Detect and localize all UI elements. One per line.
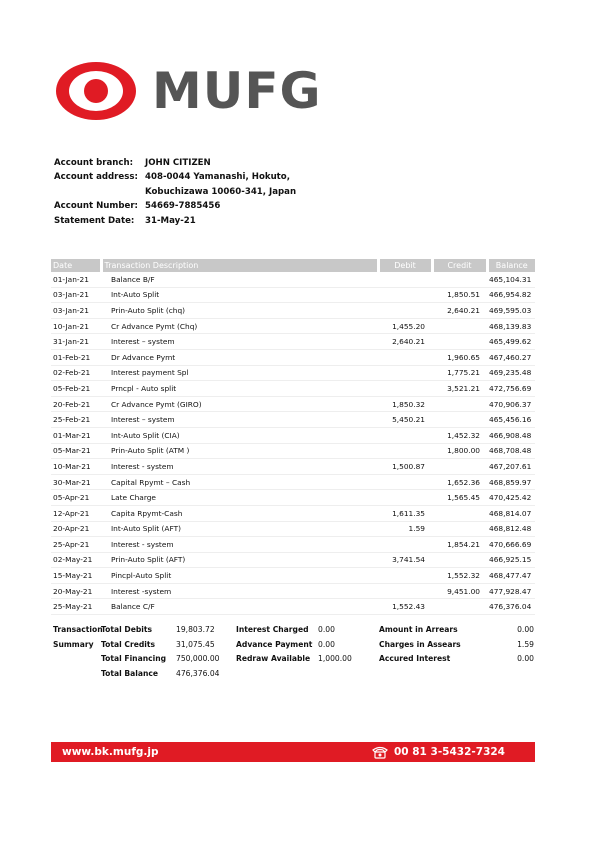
row-description: Interest – system (101, 334, 378, 350)
row-balance: 466,908.48 (487, 427, 535, 443)
row-credit (432, 318, 487, 334)
row-debit (378, 287, 432, 303)
row-date: 01-Mar-21 (51, 427, 101, 443)
row-date: 20-Apr-21 (51, 521, 101, 537)
row-balance: 470,425.42 (487, 490, 535, 506)
row-balance: 468,139.83 (487, 318, 535, 334)
telephone-icon (371, 745, 389, 759)
row-date: 01-Jan-21 (51, 272, 101, 287)
table-row (51, 334, 535, 350)
table-row (51, 537, 535, 553)
row-description: Prin-Auto Split (chq) (101, 303, 378, 319)
table-row (51, 599, 535, 615)
mufg-logo (54, 60, 322, 122)
row-credit: 1,800.00 (432, 443, 487, 459)
brand-name: MUFG (152, 62, 322, 120)
row-debit: 1,850.32 (378, 396, 432, 412)
summary-arrears-values (480, 623, 534, 667)
header-debit: Debit (378, 259, 432, 272)
row-description: Pincpl-Auto Split (101, 568, 378, 584)
summary-title-line2: Summary (53, 639, 94, 649)
summary-totals-values (176, 623, 219, 681)
row-credit: 1,652.36 (432, 474, 487, 490)
row-date: 15-May-21 (51, 568, 101, 584)
total-credits-label: Total Credits (101, 639, 156, 649)
account-address-label: Account address: (54, 172, 138, 183)
summary-title-line1: Transaction (53, 625, 103, 634)
table-row (51, 443, 535, 459)
row-description: Prin-Auto Split (ATM ) (101, 443, 378, 459)
row-date: 10-Jan-21 (51, 318, 101, 334)
row-date: 03-Jan-21 (51, 287, 101, 303)
row-balance: 468,859.97 (487, 474, 535, 490)
total-debits-value: 19,803.72 (176, 625, 215, 634)
row-credit: 2,640.21 (432, 303, 487, 319)
row-balance: 472,756.69 (487, 381, 535, 397)
table-row (51, 427, 535, 443)
row-date: 05-Feb-21 (51, 381, 101, 397)
row-debit (378, 303, 432, 319)
account-number-label: Account Number: (54, 201, 138, 212)
mufg-logo-mark-icon (54, 60, 138, 122)
row-balance: 469,595.03 (487, 303, 535, 319)
row-description: Int-Auto Split (101, 287, 378, 303)
row-date: 05-Mar-21 (51, 443, 101, 459)
row-date: 01-Feb-21 (51, 349, 101, 365)
row-date: 02-May-21 (51, 552, 101, 568)
row-date: 10-Mar-21 (51, 459, 101, 475)
table-row (51, 365, 535, 381)
row-debit (378, 568, 432, 584)
table-row (51, 318, 535, 334)
table-row (51, 459, 535, 475)
row-balance: 468,708.48 (487, 443, 535, 459)
row-description: Balance B/F (101, 272, 378, 287)
row-description: Interest - system (101, 537, 378, 553)
header-credit: Credit (432, 259, 487, 272)
summary-title (53, 623, 103, 652)
row-description: Cr Advance Pymt (GIRO) (101, 396, 378, 412)
account-branch-label: Account branch: (54, 158, 134, 168)
charges-in-assears-label: Charges in Assears (379, 639, 461, 649)
accured-interest-label: Accured Interest (379, 654, 451, 664)
row-credit: 9,451.00 (432, 583, 487, 599)
table-row (51, 272, 535, 287)
row-debit (378, 443, 432, 459)
row-debit: 1,552.43 (378, 599, 432, 615)
row-debit (378, 349, 432, 365)
row-debit: 3,741.54 (378, 552, 432, 568)
row-credit: 1,854.21 (432, 537, 487, 553)
row-credit (432, 459, 487, 475)
row-debit: 1,611.35 (378, 505, 432, 521)
row-balance: 477,928.47 (487, 583, 535, 599)
account-address-line1: 408-0044 Yamanashi, Hokuto, (145, 172, 290, 183)
redraw-available-value: 1,000.00 (318, 654, 352, 664)
row-balance: 465,456.16 (487, 412, 535, 428)
row-balance: 469,235.48 (487, 365, 535, 381)
row-credit (432, 396, 487, 412)
row-balance: 467,207.61 (487, 459, 535, 475)
row-credit (432, 334, 487, 350)
total-debits-label: Total Debits (101, 625, 153, 634)
row-description: Late Charge (101, 490, 378, 506)
row-credit: 1,960.65 (432, 349, 487, 365)
row-debit (378, 583, 432, 599)
table-row (51, 521, 535, 537)
total-credits-value: 31,075.45 (176, 639, 215, 649)
header-balance: Balance (487, 259, 535, 272)
row-balance: 466,954.82 (487, 287, 535, 303)
amount-in-arrears-label: Amount in Arrears (379, 625, 458, 634)
row-date: 30-Mar-21 (51, 474, 101, 490)
row-debit (378, 365, 432, 381)
table-row (51, 287, 535, 303)
row-credit: 1,565.45 (432, 490, 487, 506)
row-description: Cr Advance Pymt (Chq) (101, 318, 378, 334)
table-row (51, 412, 535, 428)
table-header-row (51, 259, 535, 272)
table-row (51, 505, 535, 521)
table-row (51, 583, 535, 599)
row-credit: 3,521.21 (432, 381, 487, 397)
row-credit: 1,552.32 (432, 568, 487, 584)
row-date: 03-Jan-21 (51, 303, 101, 319)
table-row (51, 490, 535, 506)
row-credit: 1,775.21 (432, 365, 487, 381)
row-credit: 1,850.51 (432, 287, 487, 303)
row-debit (378, 272, 432, 287)
row-balance: 470,906.37 (487, 396, 535, 412)
account-address-line2: Kobuchizawa 10060-341, Japan (145, 186, 297, 197)
row-balance: 468,812.48 (487, 521, 535, 537)
table-row (51, 396, 535, 412)
table-row (51, 552, 535, 568)
row-description: Prncpl - Auto split (101, 381, 378, 397)
row-description: Dr Advance Pymt (101, 349, 378, 365)
summary-interest-values (318, 623, 352, 667)
table-row (51, 381, 535, 397)
row-balance: 465,104.31 (487, 272, 535, 287)
row-debit (378, 381, 432, 397)
total-financing-label: Total Financing (101, 654, 167, 664)
row-debit (378, 427, 432, 443)
row-date: 25-Feb-21 (51, 412, 101, 428)
transactions-table (51, 259, 535, 615)
row-debit: 1,500.87 (378, 459, 432, 475)
row-debit (378, 474, 432, 490)
row-description: Prin-Auto Split (AFT) (101, 552, 378, 568)
charges-in-assears-value: 1.59 (517, 639, 534, 649)
header-date: Date (51, 259, 101, 272)
row-balance: 470,666.69 (487, 537, 535, 553)
row-description: Capita Rpymt-Cash (101, 505, 378, 521)
row-description: Interest – system (101, 412, 378, 428)
row-debit: 5,450.21 (378, 412, 432, 428)
row-description: Balance C/F (101, 599, 378, 615)
row-balance: 468,477.47 (487, 568, 535, 584)
row-date: 20-Feb-21 (51, 396, 101, 412)
total-balance-value: 476,376.04 (176, 668, 220, 678)
row-date: 25-Apr-21 (51, 537, 101, 553)
row-debit (378, 490, 432, 506)
row-date: 31-Jan-21 (51, 334, 101, 350)
footer-bar (51, 742, 535, 762)
accured-interest-value: 0.00 (517, 654, 534, 664)
row-balance: 467,460.27 (487, 349, 535, 365)
account-number-value: 54669-7885456 (145, 201, 221, 212)
statement-date-value: 31-May-21 (145, 215, 196, 226)
row-date: 20-May-21 (51, 583, 101, 599)
row-balance: 466,925.15 (487, 552, 535, 568)
row-description: Capital Rpymt – Cash (101, 474, 378, 490)
table-row (51, 568, 535, 584)
row-description: Interest payment Spl (101, 365, 378, 381)
summary-arrears-labels (379, 623, 461, 667)
table-row (51, 303, 535, 319)
table-row (51, 349, 535, 365)
header-description: Transaction Description (101, 259, 378, 272)
advance-payment-value: 0.00 (318, 639, 335, 649)
row-debit (378, 537, 432, 553)
row-credit (432, 505, 487, 521)
row-credit (432, 412, 487, 428)
row-description: Interest - system (101, 459, 378, 475)
phone-number[interactable]: 00 81 3-5432-7324 (393, 746, 505, 758)
advance-payment-label: Advance Payment (236, 639, 313, 649)
statement-date-label: Statement Date: (54, 215, 135, 226)
table-row (51, 474, 535, 490)
row-debit: 1.59 (378, 521, 432, 537)
website-link[interactable]: www.bk.mufg.jp (62, 746, 159, 758)
row-balance: 476,376.04 (487, 599, 535, 615)
total-financing-value: 750,000.00 (176, 654, 220, 664)
row-credit: 1,452.32 (432, 427, 487, 443)
row-balance: 465,499.62 (487, 334, 535, 350)
row-credit (432, 552, 487, 568)
row-credit (432, 521, 487, 537)
row-date: 12-Apr-21 (51, 505, 101, 521)
total-balance-label: Total Balance (101, 668, 159, 678)
row-date: 25-May-21 (51, 599, 101, 615)
row-credit (432, 272, 487, 287)
row-description: Int-Auto Split (AFT) (101, 521, 378, 537)
row-description: Interest -system (101, 583, 378, 599)
row-debit: 2,640.21 (378, 334, 432, 350)
account-branch-value: JOHN CITIZEN (145, 158, 211, 168)
interest-charged-value: 0.00 (318, 625, 335, 634)
row-debit: 1,455.20 (378, 318, 432, 334)
row-date: 02-Feb-21 (51, 365, 101, 381)
row-balance: 468,814.07 (487, 505, 535, 521)
interest-charged-label: Interest Charged (236, 625, 309, 634)
summary-totals-labels (101, 623, 166, 681)
row-description: Int-Auto Split (CIA) (101, 427, 378, 443)
row-date: 05-Apr-21 (51, 490, 101, 506)
summary-interest-labels (236, 623, 312, 667)
redraw-available-label: Redraw Available (236, 654, 311, 664)
amount-in-arrears-value: 0.00 (517, 625, 534, 634)
row-credit (432, 599, 487, 615)
